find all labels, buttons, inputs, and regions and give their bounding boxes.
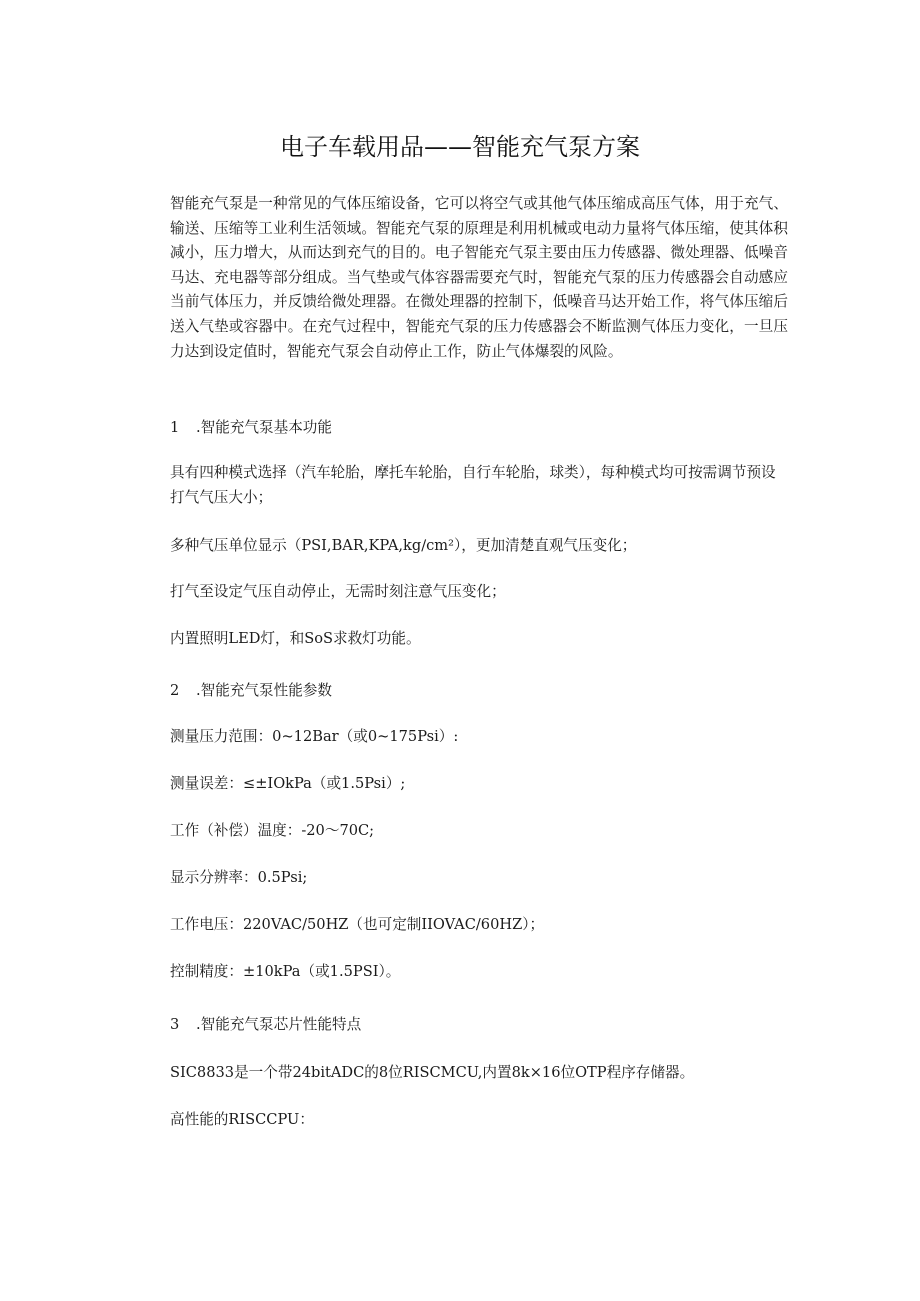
section-2-item-1-text: 测量压力范围：0~12Bar（或0~175Psi）: <box>170 728 459 745</box>
section-1-item-3-text: 打气至设定气压自动停止，无需时刻注意气压变化； <box>170 583 506 600</box>
section-2-title: .智能充气泵性能参数 <box>196 682 332 699</box>
section-2-item-6-text: 控制精度：±10kPa（或1.5PSI）。 <box>170 963 401 980</box>
section-3-item-2-text: 高性能的RISCCPU： <box>170 1111 314 1128</box>
section-1-item-2-text: 多种气压单位显示（PSI,BAR,KPA,kg∕cm²），更加清楚直观气压变化； <box>170 537 637 554</box>
section-3-heading <box>170 1013 790 1038</box>
section-2-item-2-text: 测量误差：≤±IOkPa（或1.5Psi）; <box>170 775 406 792</box>
intro-text: 智能充气泵是一种常见的气体压缩设备，它可以将空气或其他气体压缩成高压气体，用于充气、输送、压缩等工业利生活领域。智能充气泵的原理是利用机械或电动力量将气体压缩，使其体积减小，压力增大，从而达到充气的目的。电子智能充气泵主要由压力传感器、微处理器、低噪音马达、充电器等部分组成。当气垫或气体容器需要充气时，智能充气泵的压力传感器会自动感应当前气体压力，并反馈给微处理器。在微处理器的控制下，低噪音马达开始工作，将气体压缩后送入气垫或容器中。在充气过程中，智能充气泵的压力传感器会不断监测气体压力变化，一旦压力达到设定值时，智能充气泵会自动停止工作，防止气体爆裂的风险。 <box>170 195 788 360</box>
section-1-item-1-text: 具有四种模式选择（汽车轮胎，摩托车轮胎，自行车轮胎，球类），每种模式均可按需调节预设打气气压大小； <box>170 464 776 506</box>
section-1-item-2 <box>170 534 790 559</box>
section-2-item-2 <box>170 772 790 797</box>
section-2-item-3 <box>170 819 790 844</box>
section-1-item-1 <box>170 461 788 510</box>
section-3-item-2 <box>170 1108 790 1133</box>
section-2-item-6 <box>170 960 790 985</box>
intro-paragraph <box>170 192 788 364</box>
section-2-item-4 <box>170 866 790 891</box>
section-1-item-4 <box>170 627 790 652</box>
section-2-heading <box>170 679 790 704</box>
section-2-item-4-text: 显示分辨率：0.5Psi; <box>170 869 308 886</box>
document-title: 电子车载用品——智能充气泵方案 <box>280 133 640 161</box>
section-1-item-4-text: 内置照明LED灯，和SoS求救灯功能。 <box>170 630 421 647</box>
section-1-heading <box>170 416 790 441</box>
section-2-number: 2 <box>170 682 180 699</box>
section-3-title: .智能充气泵芯片性能特点 <box>196 1016 362 1033</box>
section-2-item-5-text: 工作电压：220VAC/50HZ（也可定制IIOVAC/60HZ）； <box>170 916 545 933</box>
section-2-item-5 <box>170 913 790 938</box>
section-1-item-3 <box>170 580 790 605</box>
section-3-item-1 <box>170 1061 790 1086</box>
section-3-item-1-text: SIC8833是一个带24bitADC的8位RISCMCU,内置8k×16位OTP程序存储器。 <box>170 1064 695 1081</box>
section-2-item-1 <box>170 725 790 750</box>
section-3-number: 3 <box>170 1016 180 1033</box>
section-2-item-3-text: 工作（补偿）温度：-20～70C; <box>170 822 375 839</box>
section-1-title: .智能充气泵基本功能 <box>196 419 332 436</box>
section-1-number: 1 <box>170 419 180 436</box>
